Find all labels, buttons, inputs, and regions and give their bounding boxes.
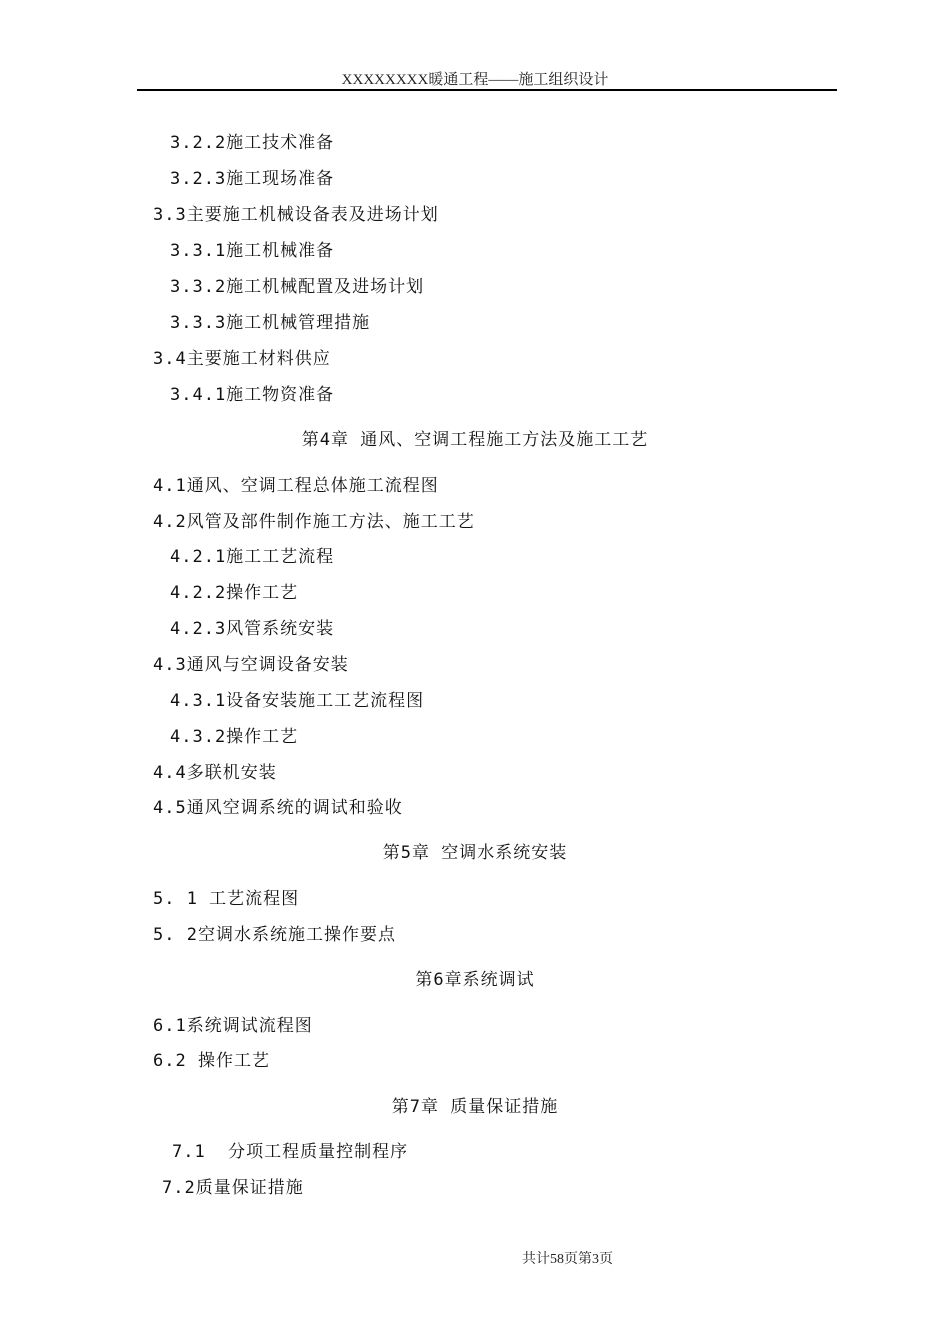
toc-entry-4-5: 4.5通风空调系统的调试和验收 (153, 798, 403, 818)
toc-entry-4-2-1: 4.2.1施工工艺流程 (170, 547, 335, 567)
toc-entry-3-3: 3.3主要施工机械设备表及进场计划 (153, 205, 439, 225)
page-header-title: XXXXXXXX暖通工程——施工组织设计 (341, 72, 609, 88)
toc-entry-5-2: 5. 2空调水系统施工操作要点 (153, 925, 396, 945)
toc-entry-3-3-2: 3.3.2施工机械配置及进场计划 (170, 277, 425, 297)
toc-entry-3-3-3: 3.3.3施工机械管理措施 (170, 313, 371, 333)
toc-entry-5-1: 5. 1 工艺流程图 (153, 889, 300, 909)
toc-entry-3-4-1: 3.4.1施工物资准备 (170, 385, 335, 405)
header-divider (137, 89, 837, 91)
toc-entry-6-2: 6.2 操作工艺 (153, 1051, 270, 1071)
toc-entry-4-1: 4.1通风、空调工程总体施工流程图 (153, 476, 439, 496)
toc-entry-4-4: 4.4多联机安装 (153, 763, 277, 783)
chapter-7-heading: 第7章 质量保证措施 (391, 1097, 559, 1117)
toc-entry-4-3-2: 4.3.2操作工艺 (170, 727, 299, 747)
toc-entry-3-2-3: 3.2.3施工现场准备 (170, 169, 335, 189)
toc-entry-7-2: 7.2质量保证措施 (162, 1178, 304, 1198)
toc-entry-4-2-2: 4.2.2操作工艺 (170, 583, 299, 603)
chapter-6-heading: 第6章系统调试 (415, 970, 535, 990)
toc-entry-3-2-2: 3.2.2施工技术准备 (170, 133, 335, 153)
toc-entry-3-4: 3.4主要施工材料供应 (153, 349, 331, 369)
toc-entry-4-3-1: 4.3.1设备安装施工工艺流程图 (170, 691, 425, 711)
toc-entry-3-3-1: 3.3.1施工机械准备 (170, 241, 335, 261)
toc-entry-6-1: 6.1系统调试流程图 (153, 1016, 313, 1036)
toc-entry-4-2-3: 4.2.3风管系统安装 (170, 619, 335, 639)
toc-entry-7-1: 7.1 分项工程质量控制程序 (172, 1142, 409, 1162)
chapter-5-heading: 第5章 空调水系统安装 (382, 843, 568, 863)
page-footer-count: 共计58页第3页 (522, 1252, 613, 1267)
chapter-4-heading: 第4章 通风、空调工程施工方法及施工工艺 (301, 430, 649, 450)
toc-entry-4-2: 4.2风管及部件制作施工方法、施工工艺 (153, 512, 475, 532)
toc-entry-4-3: 4.3通风与空调设备安装 (153, 655, 349, 675)
